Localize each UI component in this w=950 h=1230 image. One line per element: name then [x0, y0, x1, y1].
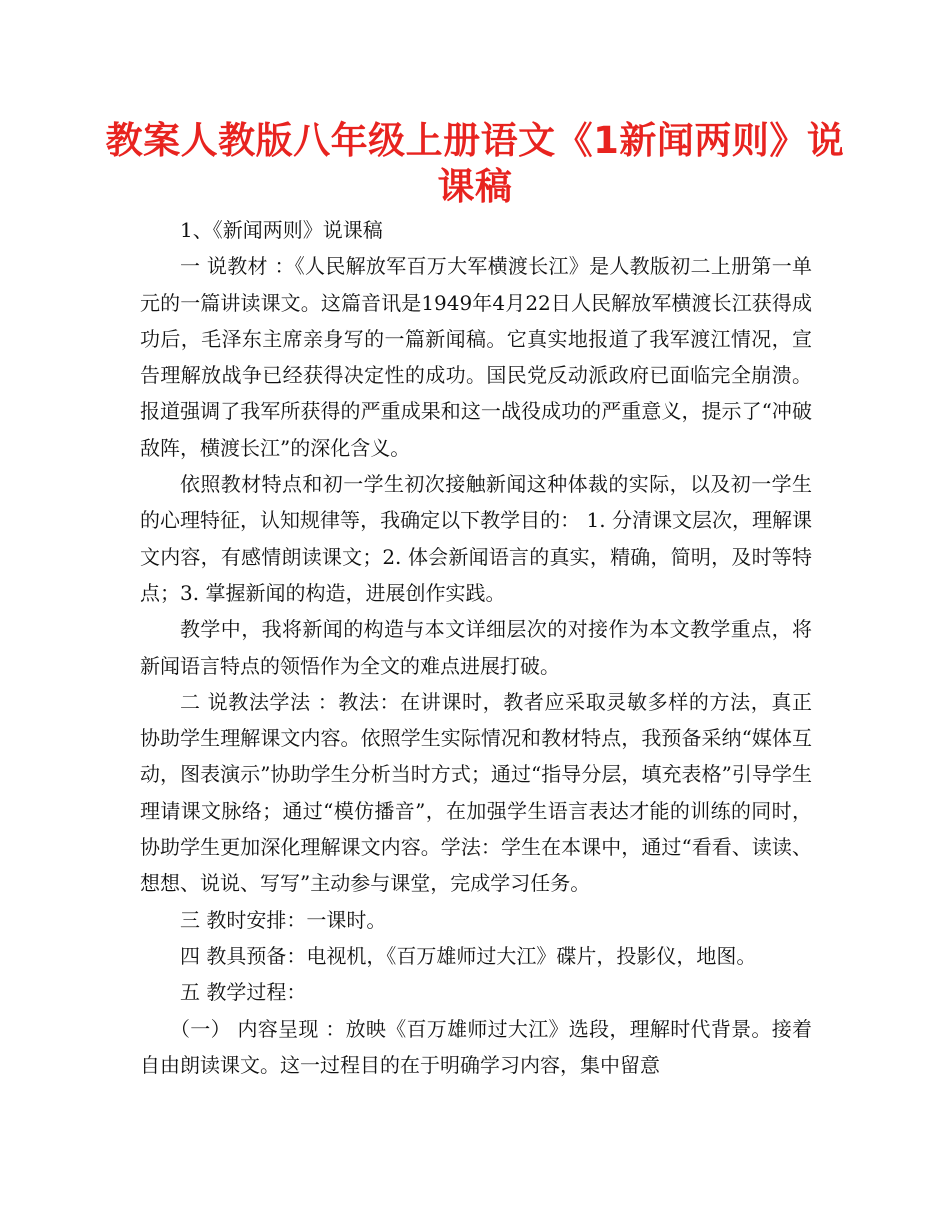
paragraph-schedule: 三 教时安排：一课时。 [180, 907, 387, 932]
paragraph-teaching-material: 一 说教材 ：《人民解放军百万大军横渡长江》是人教版初二上册第一单元的一篇讲读课文。这篇音讯是1949年4月22日人民解放军横渡长江获得成功后，毛泽东主席亲身写的一篇新闻稿。它真实地报道了我军渡江情况，宣告理解放战争已经获得决定性的成功。国民党反动派政府已面临完全崩溃。报道强调了我军所获得的严重成果和这一战役成功的严重意义，提示了“冲破敌阵，横渡长江”的深化含义。 [140, 254, 812, 460]
document-body [140, 212, 812, 1083]
paragraph-process-heading: 五 教学过程： [180, 980, 307, 1005]
paragraph-process-step-1: （一） 内容呈现 ：放映《百万雄师过大江》选段，理解时代背景。接着自由朗读课文。这一过程目的在于明确学习内容，集中留意 [140, 1016, 812, 1077]
paragraph-teaching-aids: 四 教具预备：电视机，《百万雄师过大江》碟片，投影仪，地图。 [180, 943, 757, 968]
paragraph-teaching-methods: 二 说教法学法 ：教法：在讲课时，教者应采取灵敏多样的方法，真正协助学生理解课文内容。依照学生实际情况和教材特点，我预备采纳“媒体互动，图表演示”协助学生分析当时方式；通过“指导分层，填充表格”引导学生理请课文脉络；通过“模仿播音”，在加强学生语言表达才能的训练的同时，协助学生更加深化理解课文内容。学法：学生在本课中，通过“看看、读读、想想、说说、写写”主动参与课堂，完成学习任务。 [140, 689, 812, 896]
paragraph-heading: 1、《新闻两则》说课稿 [180, 218, 383, 242]
paragraph-teaching-goals: 依照教材特点和初一学生初次接触新闻这种体裁的实际，以及初一学生的心理特征，认知规律等，我确定以下教学目的： 1. 分清课文层次，理解课文内容，有感情朗读课文；2. 体会新闻语言的真实，精确，简明，及时等特点；3. 掌握新闻的构造，进展创作实践。 [140, 472, 812, 605]
document-title: 教案人教版八年级上册语文《1新闻两则》说课稿 [105, 119, 845, 208]
paragraph-key-points: 教学中，我将新闻的构造与本文详细层次的对接作为本文教学重点，将新闻语言特点的领悟作为全文的难点进展打破。 [140, 617, 812, 678]
